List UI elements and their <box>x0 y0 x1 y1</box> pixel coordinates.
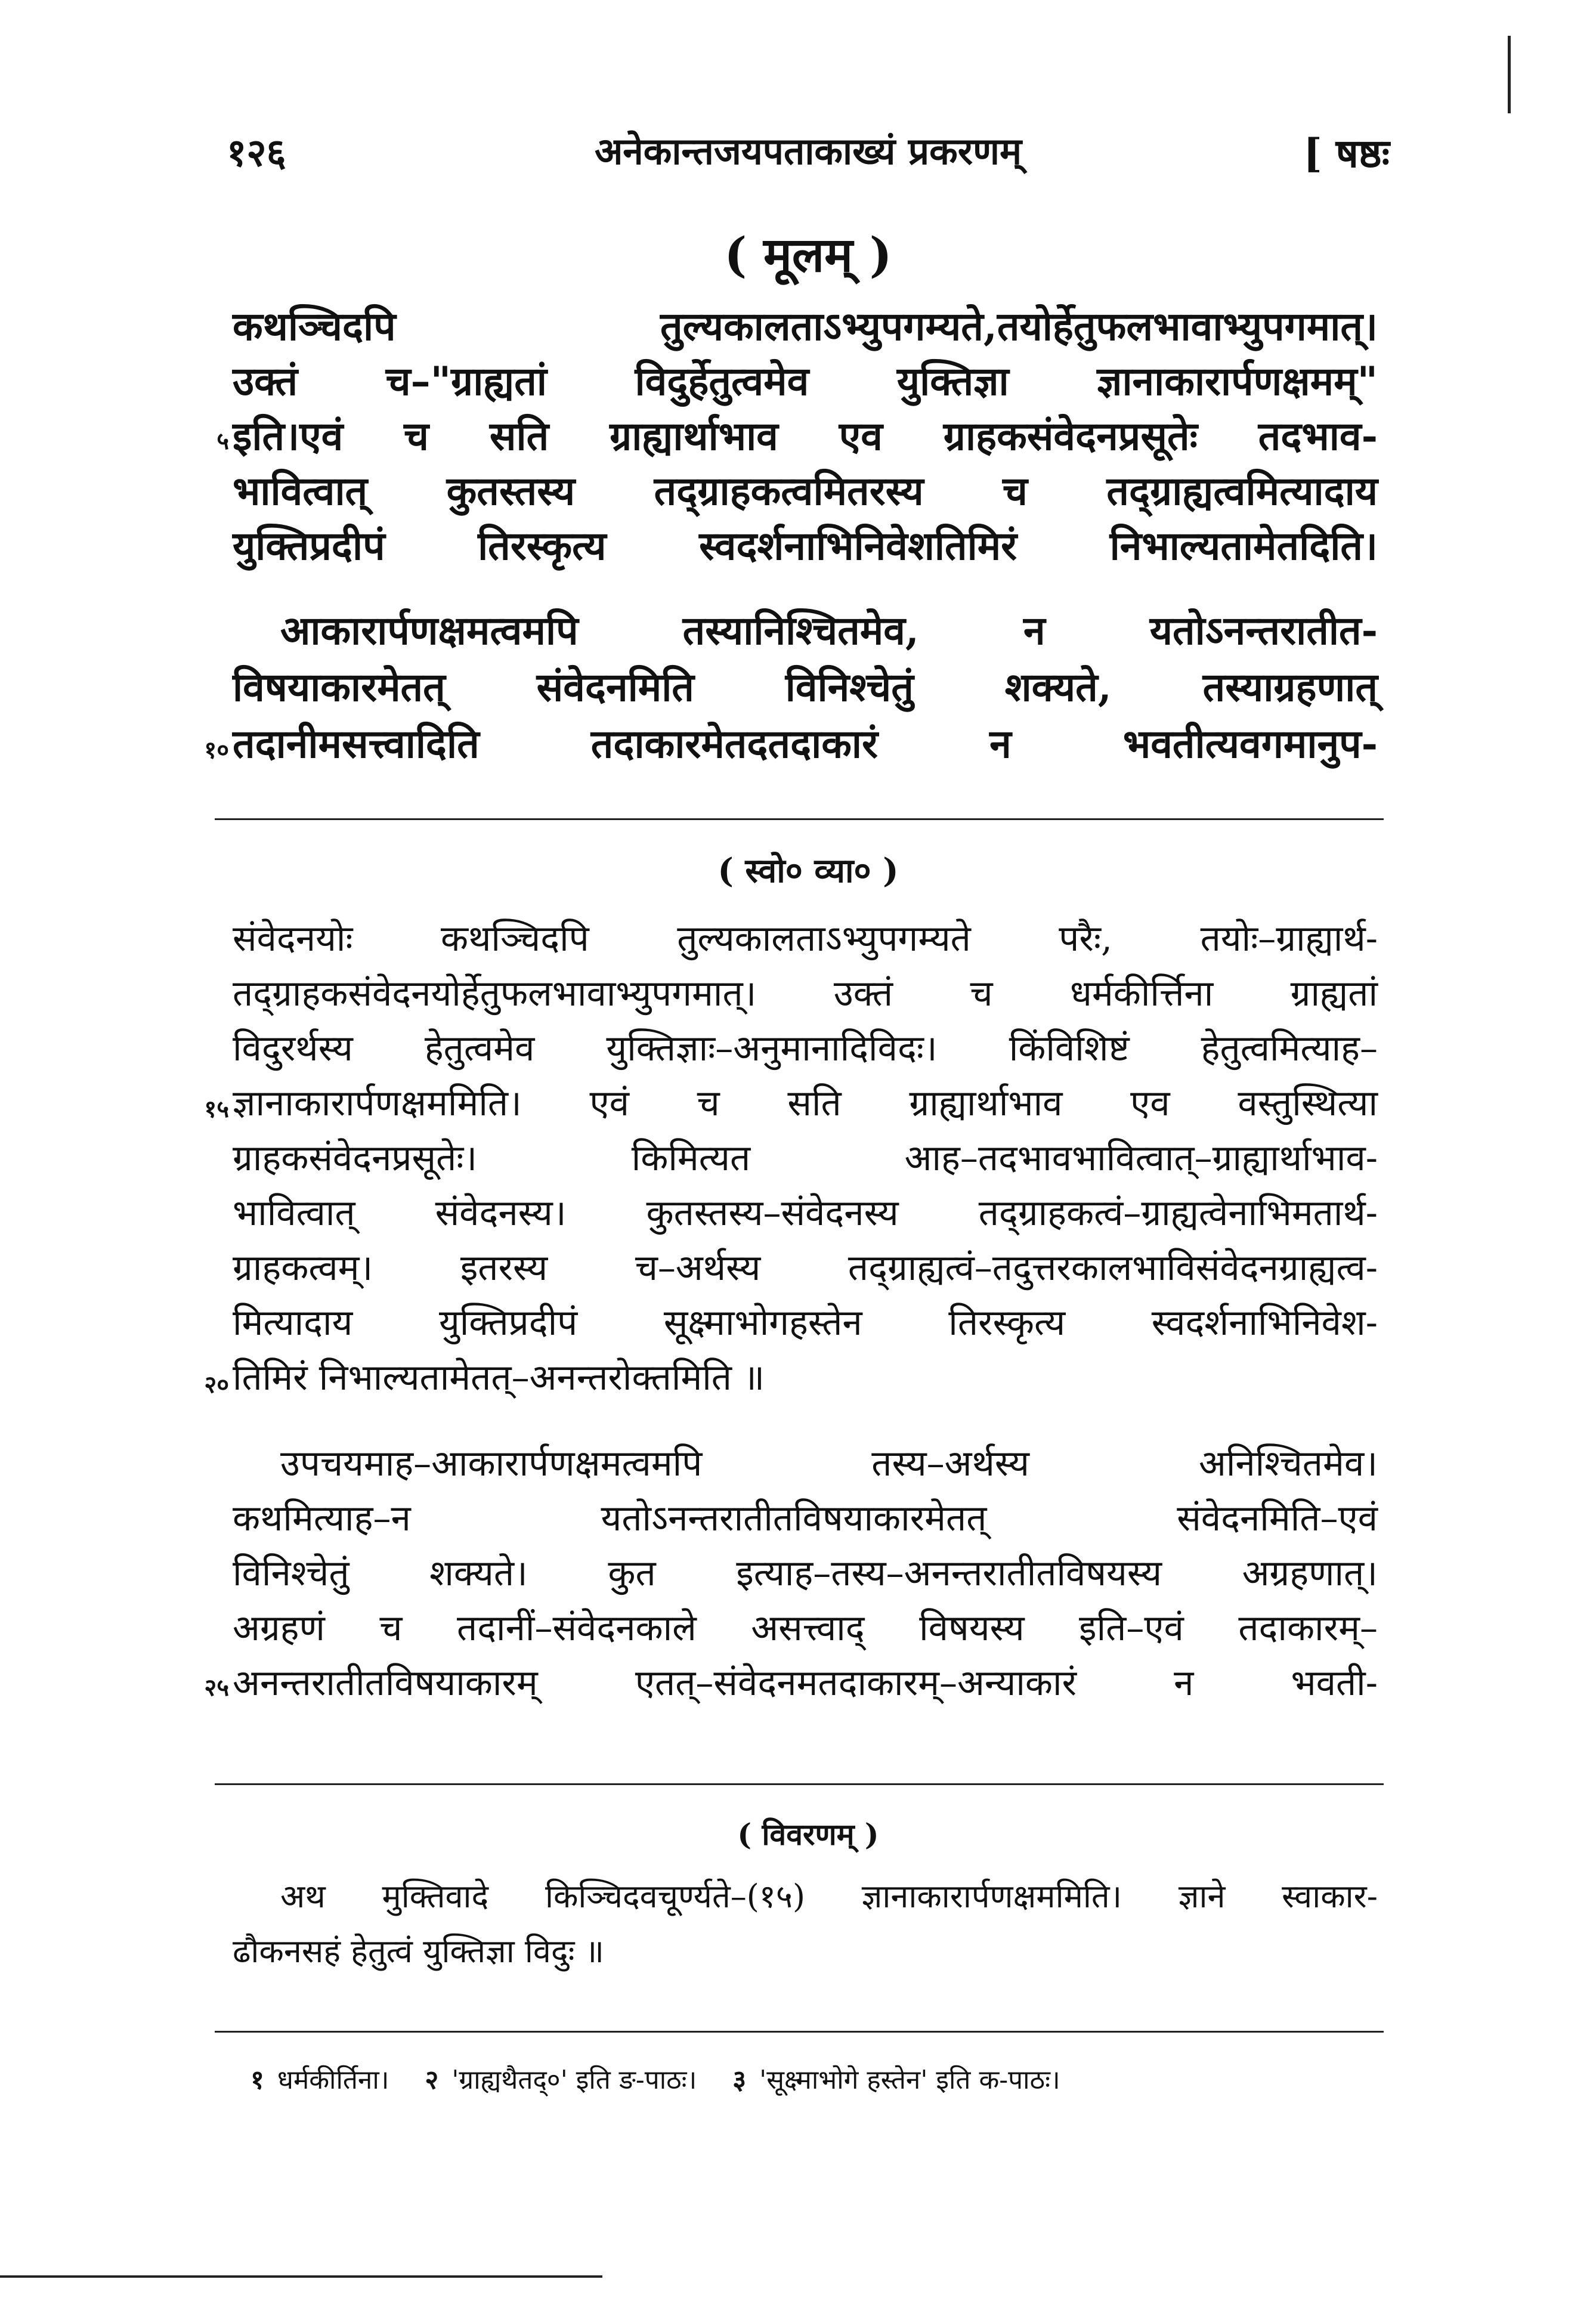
text-line: ढौकनसहं हेतुत्वं युक्तिज्ञा विदुः ॥ <box>233 1932 605 1970</box>
text-line: तदानीमसत्त्वादिति तदाकारमेतदतदाकारं न भवतीत्यवगमानुप- <box>233 720 1378 767</box>
mula-heading: ( मूलम् ) <box>724 227 892 283</box>
text-line: विनिश्चेतुं शक्यते। कुत इत्याह–तस्य–अनन्तरातीतविषयस्य अग्रहणात्। <box>233 1552 1378 1594</box>
text-line: उक्तं च–"ग्राह्यतां विदुर्हेतुत्वमेव युक्तिज्ञा ज्ञानाकारार्पणक्षमम्" <box>233 358 1378 404</box>
footnote-number: ३ <box>732 2065 747 2095</box>
text-line: संवेदनयोः कथञ्चिदपि तुल्यकालताऽभ्युपगम्यते परैः, तयोः–ग्राह्यार्थ- <box>233 918 1378 960</box>
line-number: १० <box>204 736 229 764</box>
footnote-number: १ <box>250 2065 264 2095</box>
text-line: कथञ्चिदपि तुल्यकालताऽभ्युपगम्यते,तयोर्हेतुफलभावाभ्युपगमात्। <box>233 303 1378 350</box>
text-line: ग्राहकसंवेदनप्रसूतेः। किमित्यत आह–तदभावभावित्वात्–ग्राह्यार्थाभाव- <box>233 1137 1378 1179</box>
text-line: ज्ञानाकारार्पणक्षममिति। एवं च सति ग्राह्यार्थाभाव एव वस्तुस्थित्या <box>233 1083 1378 1124</box>
text-line: भावित्वात् संवेदनस्य। कुतस्तस्य–संवेदनस्य तद्ग्राहकत्वं–ग्राह्यत्वेनाभिमतार्थ- <box>233 1192 1378 1234</box>
running-title: अनेकान्तजयपताकाख्यं प्रकरणम् <box>594 129 1022 173</box>
footnote <box>732 2061 1060 2096</box>
footnote-number: २ <box>425 2065 439 2095</box>
footnote <box>425 2061 697 2096</box>
line-number: १५ <box>204 1095 229 1123</box>
section-label: [ षष्ठः <box>1303 130 1390 177</box>
text-line: भावित्वात् कुतस्तस्य तद्ग्राहकत्वमितरस्य च तद्ग्राह्यत्वमित्यादाय <box>233 468 1378 514</box>
text-line: तद्ग्राहकसंवेदनयोर्हेतुफलभावाभ्युपगमात्। उक्तं च धर्मकीर्त्तिना ग्राह्यतां <box>233 973 1378 1015</box>
text-line: कथमित्याह–न यतोऽनन्तरातीतविषयाकारमेतत् संवेदनमिति–एवं <box>233 1498 1378 1539</box>
line-number: २० <box>204 1371 229 1399</box>
text-line: अथ मुक्तिवादे किञ्चिदवचूर्ण्यते–(१५) ज्ञानाकारार्पणक्षममिति। ज्ञाने स्वाकार- <box>280 1878 1378 1915</box>
line-number: २५ <box>204 1674 229 1702</box>
line-number: ५ <box>216 427 229 455</box>
text-line: उपचयमाह–आकारार्पणक्षमत्वमपि तस्य–अर्थस्य अनिश्चितमेव। <box>280 1443 1378 1484</box>
page-number: १२६ <box>227 131 286 175</box>
scan-mark <box>1508 36 1511 113</box>
page-header <box>227 119 1390 185</box>
text-line: विषयाकारमेतत् संवेदनमिति विनिश्चेतुं शक्यते, तस्याग्रहणात् <box>233 664 1378 710</box>
text-line: इति।एवं च सति ग्राह्यार्थाभाव एव ग्राहकसंवेदनप्रसूतेः तदभाव- <box>233 413 1378 459</box>
text-line: तिमिरं निभाल्यतामेतत्–अनन्तरोक्तमिति ॥ <box>233 1357 765 1399</box>
section-divider <box>215 1783 1384 1785</box>
text-line: युक्तिप्रदीपं तिरस्कृत्य स्वदर्शनाभिनिवेशतिमिरं निभाल्यतामेतदिति। <box>233 522 1378 569</box>
text-line: अनन्तरातीतविषयाकारम् एतत्–संवेदनमतदाकारम्–अन्याकारं न भवती- <box>233 1662 1378 1704</box>
svo-heading: ( स्वो० व्या० ) <box>717 851 899 890</box>
footnote-divider <box>215 2031 1384 2033</box>
text-line: मित्यादाय युक्तिप्रदीपं सूक्ष्माभोगहस्तेन तिरस्कृत्य स्वदर्शनाभिनिवेश- <box>233 1302 1378 1344</box>
footnotes <box>250 2061 1384 2096</box>
text-line: अग्रहणं च तदानीं–संवेदनकाले असत्त्वाद् विषयस्य इति–एवं तदाकारम्– <box>233 1607 1378 1649</box>
text-line: ग्राहकत्वम्। इतरस्य च–अर्थस्य तद्ग्राह्यत्वं–तदुत्तरकालभाविसंवेदनग्राह्यत्व- <box>233 1247 1378 1289</box>
footnote-text: 'ग्राह्यथैतद्०' इति ङ-पाठः। <box>451 2065 697 2095</box>
section-divider <box>215 818 1384 820</box>
scan-edge-line <box>0 2275 602 2278</box>
text-line: विदुरर्थस्य हेतुत्वमेव युक्तिज्ञाः–अनुमानादिविदः। किंविशिष्टं हेतुत्वमित्याह– <box>233 1028 1378 1069</box>
footnote-text: 'सूक्ष्माभोगे हस्तेन' इति क-पाठः। <box>759 2065 1060 2095</box>
text-line: आकारार्पणक्षमत्वमपि तस्यानिश्चितमेव, न यतोऽनन्तरातीत- <box>280 607 1378 654</box>
vivarana-heading: ( विवरणम् ) <box>737 1817 879 1852</box>
footnote <box>250 2061 389 2096</box>
footnote-text: धर्मकीर्तिना। <box>277 2065 389 2095</box>
